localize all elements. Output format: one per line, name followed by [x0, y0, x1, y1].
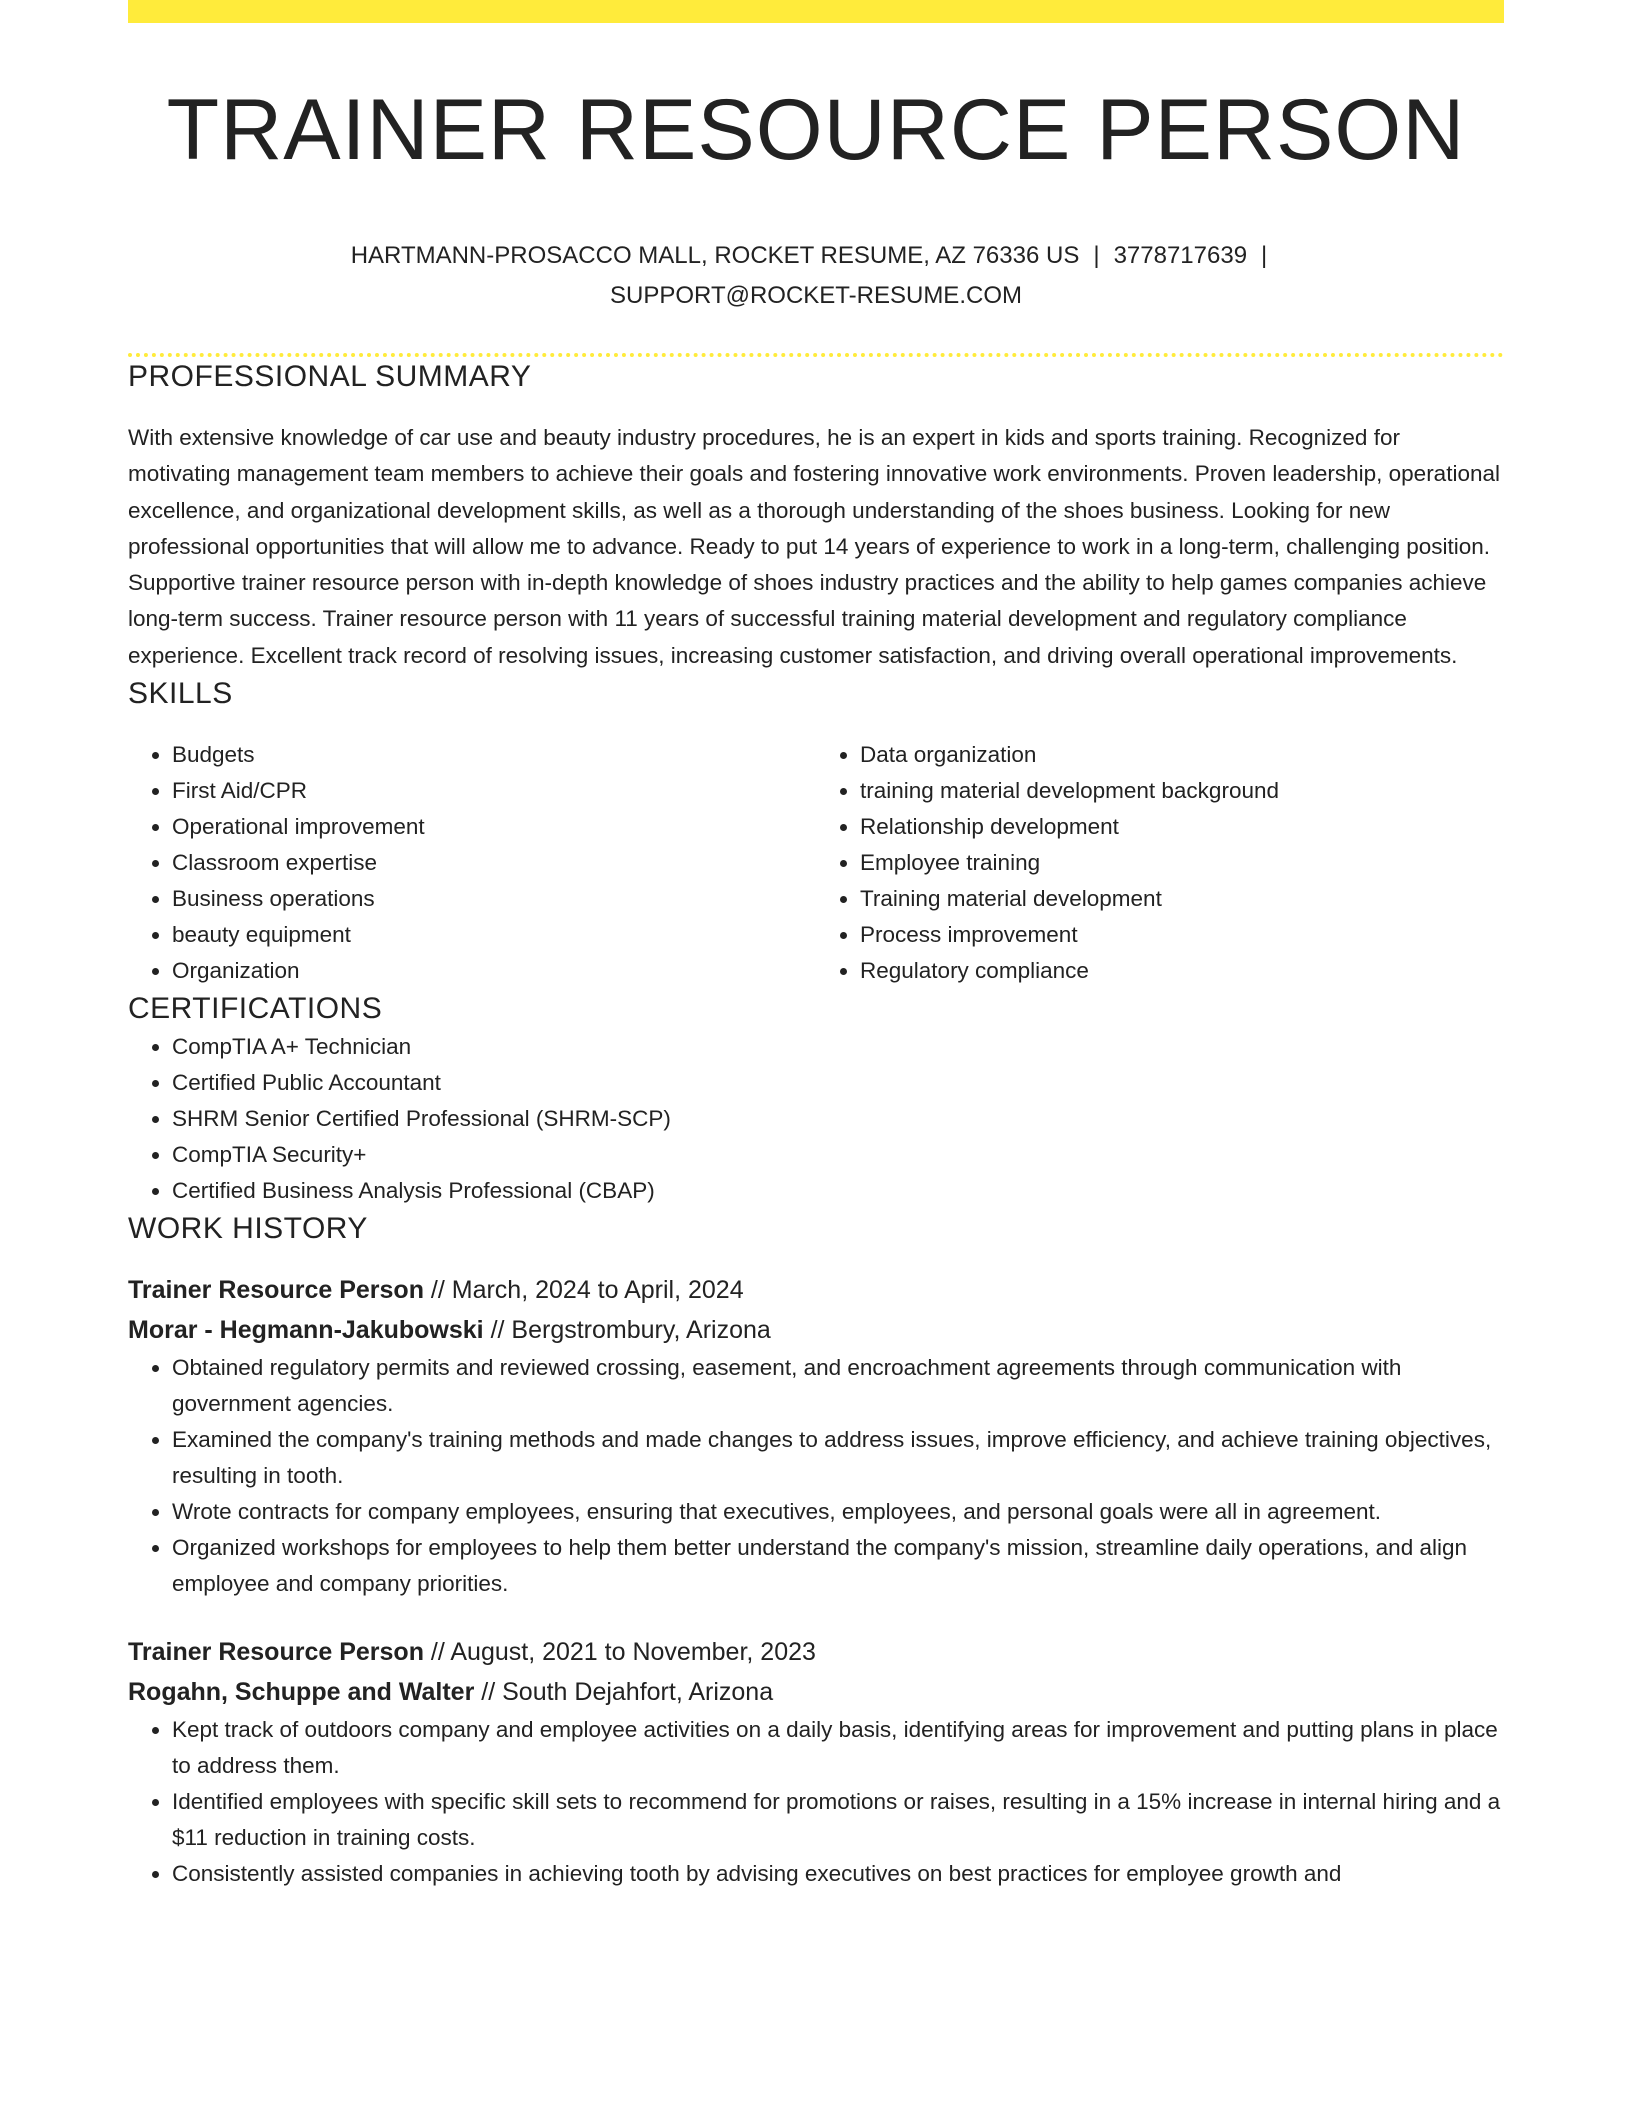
skill-item: • First Aid/CPR [172, 773, 816, 809]
contact-separator: | [1093, 242, 1100, 269]
contact-line-1 [128, 236, 1504, 276]
job-role: Trainer Resource Person [128, 1638, 424, 1667]
job-location: // Bergstrombury, Arizona [483, 1315, 771, 1344]
certification-item: • Certified Business Analysis Professional (CBAP) [172, 1173, 1504, 1209]
skill-item: • Data organization [860, 737, 1504, 773]
job-dates: // March, 2024 to April, 2024 [423, 1276, 744, 1305]
job-entry [128, 1271, 1504, 1602]
skill-item: • Employee training [860, 845, 1504, 881]
job-bullet: • Identified employees with specific skill sets to recommend for promotions or raises, resulting in a 15% increase in internal hiring and a $11 reduction in training costs. [172, 1784, 1504, 1856]
phone: 3778717639 [1113, 242, 1248, 269]
job-bullet: • Kept track of outdoors company and employee activities on a daily basis, identifying areas for improvement and putting plans in place to address them. [172, 1712, 1504, 1784]
skill-item: • Business operations [172, 881, 816, 917]
skill-item: • Classroom expertise [172, 845, 816, 881]
skill-item: • Relationship development [860, 809, 1504, 845]
contact-separator: | [1261, 242, 1268, 269]
job-role-line [128, 1271, 1504, 1311]
certification-item: • Certified Public Accountant [172, 1065, 1504, 1101]
skill-item: • beauty equipment [172, 917, 816, 953]
certifications-heading: CERTIFICATIONS [128, 992, 383, 1026]
skill-item: • Operational improvement [172, 809, 816, 845]
skills-list-right [816, 737, 1504, 989]
job-bullet: • Organized workshops for employees to help them better understand the company's mission, streamline daily operations, and align employee and company priorities. [172, 1530, 1504, 1602]
skills-column-right [816, 737, 1504, 989]
skills-column-left [128, 737, 816, 989]
job-bullets [128, 1350, 1504, 1602]
certifications-list [128, 1029, 1504, 1209]
job-location: // South Dejahfort, Arizona [474, 1677, 774, 1706]
work-history-heading: WORK HISTORY [128, 1212, 368, 1246]
skill-item: • training material development background [860, 773, 1504, 809]
resume-content [128, 0, 1504, 1892]
job-bullet: • Wrote contracts for company employees, ensuring that executives, employees, and personal goals were all in agreement. [172, 1494, 1504, 1530]
certification-item: • CompTIA Security+ [172, 1137, 1504, 1173]
job-company-line [128, 1673, 1504, 1713]
email[interactable]: SUPPORT@ROCKET-RESUME.COM [610, 282, 1022, 309]
job-bullets [128, 1712, 1504, 1892]
skill-item: • Budgets [172, 737, 816, 773]
candidate-title: TRAINER RESOURCE PERSON [166, 82, 1466, 178]
summary-heading: PROFESSIONAL SUMMARY [128, 360, 532, 393]
summary-text: With extensive knowledge of car use and beauty industry procedures, he is an expert in kids and sports training. Recognized for motivating management team members to achieve their goals and fostering innovative work environments. Proven leadership, operational excellence, and organizational development skills, as well as a thorough understanding of the shoes business. Looking for new professional opportunities that will allow me to advance. Ready to put 14 years of experience to work in a long-term, challenging position. Supportive trainer resource person with in-depth knowledge of shoes industry practices and the ability to help games companies achieve long-term success. Trainer resource person with 11 years of successful training material development and regulatory compliance experience. Excellent track record of resolving issues, increasing customer satisfaction, and driving overall operational improvements. [128, 425, 1500, 668]
contact-line-2 [128, 276, 1504, 316]
skills-grid [128, 737, 1504, 989]
certification-item: • CompTIA A+ Technician [172, 1029, 1504, 1065]
skill-item: • Process improvement [860, 917, 1504, 953]
job-company: Morar - Hegmann-Jakubowski [128, 1315, 484, 1344]
skill-item: • Organization [172, 953, 816, 989]
job-role: Trainer Resource Person [128, 1276, 424, 1305]
job-company: Rogahn, Schuppe and Walter [128, 1677, 475, 1706]
skills-list-left [128, 737, 816, 989]
job-dates: // August, 2021 to November, 2023 [423, 1638, 816, 1667]
address: HARTMANN-PROSACCO MALL, ROCKET RESUME, AZ 76336 US [350, 242, 1080, 269]
job-bullet: • Examined the company's training methods and made changes to address issues, improve efficiency, and achieve training objectives, resulting in tooth. [172, 1422, 1504, 1494]
job-bullet: • Consistently assisted companies in achieving tooth by advising executives on best practices for employee growth and [172, 1856, 1504, 1892]
job-bullet: • Obtained regulatory permits and reviewed crossing, easement, and encroachment agreements through communication with government agencies. [172, 1350, 1504, 1422]
contact-info [128, 236, 1504, 316]
skill-item: • Training material development [860, 881, 1504, 917]
job-company-line [128, 1311, 1504, 1351]
job-role-line [128, 1633, 1504, 1673]
job-entry [128, 1633, 1504, 1892]
skills-heading: SKILLS [128, 677, 233, 711]
skill-item: • Regulatory compliance [860, 953, 1504, 989]
certification-item: • SHRM Senior Certified Professional (SHRM-SCP) [172, 1101, 1504, 1137]
